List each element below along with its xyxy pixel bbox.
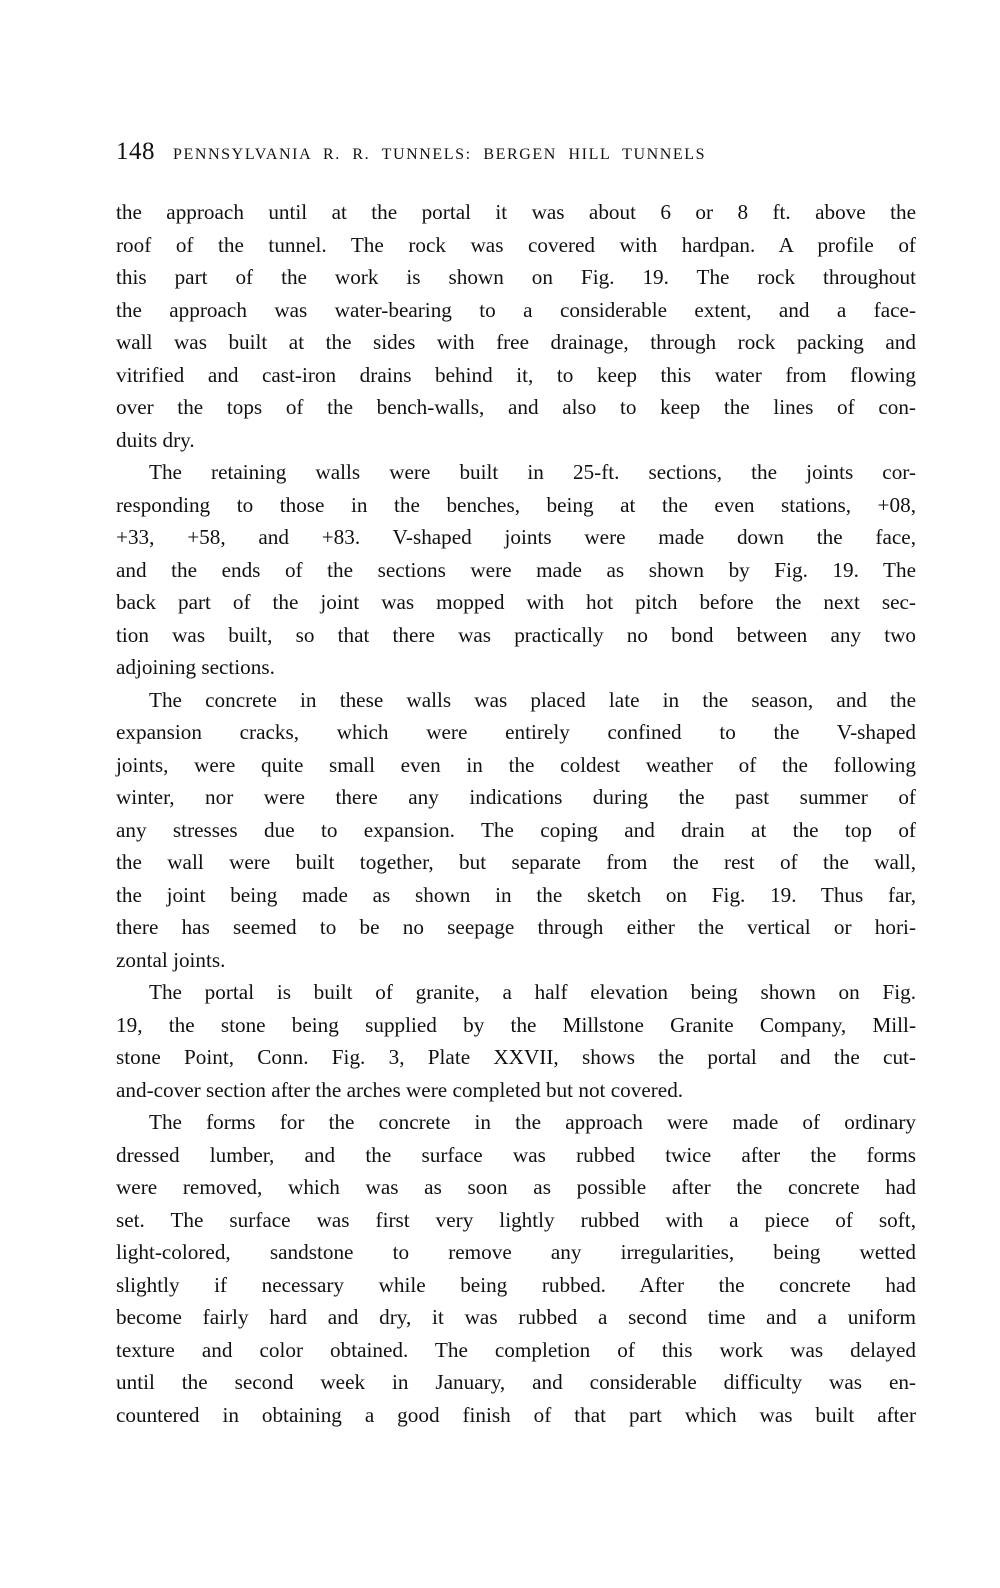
text-line: and-cover section after the arches were completed but not covered. xyxy=(116,1077,684,1102)
text-line: texture and color obtained. The completion of this work was delayed xyxy=(116,1337,916,1362)
text-line: until the second week in January, and considerable difficulty was en- xyxy=(116,1370,916,1394)
text-line: expansion cracks, which were entirely confined to the V-shaped xyxy=(116,720,916,744)
running-head: PENNSYLVANIA R. R. TUNNELS: BERGEN HILL TUNNELS xyxy=(173,146,707,163)
text-line: back part of the joint was mopped with hot pitch before the next sec- xyxy=(116,590,916,614)
text-line: become fairly hard and dry, it was rubbed a second time and a uniform xyxy=(116,1305,916,1329)
page-header xyxy=(116,138,882,170)
text-line: tion was built, so that there was practically no bond between any two xyxy=(116,622,916,647)
page-number: 148 xyxy=(116,138,155,165)
paragraph-2 xyxy=(116,456,916,684)
text-line: slightly if necessary while being rubbed. After the concrete had xyxy=(116,1272,916,1297)
text-line: 19, the stone being supplied by the Millstone Granite Company, Mill- xyxy=(116,1012,916,1037)
page-body xyxy=(116,196,916,1431)
text-line: the approach until at the portal it was about 6 or 8 ft. above the xyxy=(116,200,916,224)
text-line: The portal is built of granite, a half elevation being shown on Fig. xyxy=(149,980,916,1004)
text-line: were removed, which was as soon as possible after the concrete had xyxy=(116,1175,916,1199)
text-line: responding to those in the benches, being at the even stations, +08, xyxy=(116,492,916,517)
text-line: adjoining sections. xyxy=(116,655,275,679)
text-line: winter, nor were there any indications during the past summer of xyxy=(116,785,916,809)
text-line: zontal joints. xyxy=(116,947,226,972)
text-line: there has seemed to be no seepage through either the vertical or hori- xyxy=(116,915,916,939)
text-line: the approach was water-bearing to a considerable extent, and a face- xyxy=(116,297,916,322)
paragraph-4 xyxy=(116,976,916,1106)
text-line: joints, were quite small even in the coldest weather of the following xyxy=(116,752,916,777)
text-line: roof of the tunnel. The rock was covered with hardpan. A profile of xyxy=(116,232,916,257)
paragraph-5 xyxy=(116,1106,916,1431)
text-line: any stresses due to expansion. The coping and drain at the top of xyxy=(116,817,916,842)
text-line: the joint being made as shown in the sketch on Fig. 19. Thus far, xyxy=(116,882,916,907)
text-line: light-colored, sandstone to remove any irregularities, being wetted xyxy=(116,1240,916,1264)
text-line: stone Point, Conn. Fig. 3, Plate XXVII, shows the portal and the cut- xyxy=(116,1045,916,1069)
text-line: duits dry. xyxy=(116,427,195,452)
paragraph-1 xyxy=(116,196,916,456)
text-line: dressed lumber, and the surface was rubbed twice after the forms xyxy=(116,1142,916,1167)
text-line: the wall were built together, but separate from the rest of the wall, xyxy=(116,850,916,874)
text-line: The concrete in these walls was placed late in the season, and the xyxy=(149,687,916,712)
text-line: and the ends of the sections were made as shown by Fig. 19. The xyxy=(116,557,916,582)
text-line: countered in obtaining a good finish of that part which was built after xyxy=(116,1402,916,1427)
text-line: wall was built at the sides with free drainage, through rock packing and xyxy=(116,330,916,354)
text-line: The retaining walls were built in 25-ft. sections, the joints cor- xyxy=(149,460,916,484)
paragraph-3 xyxy=(116,684,916,977)
text-line: +33, +58, and +83. V-shaped joints were made down the face, xyxy=(116,525,916,549)
text-line: over the tops of the bench-walls, and also to keep the lines of con- xyxy=(116,395,916,419)
text-line: this part of the work is shown on Fig. 19. The rock throughout xyxy=(116,265,916,289)
text-line: vitrified and cast-iron drains behind it, to keep this water from flowing xyxy=(116,362,916,387)
text-line: set. The surface was first very lightly rubbed with a piece of soft, xyxy=(116,1207,916,1232)
text-line: The forms for the concrete in the approach were made of ordinary xyxy=(149,1110,916,1134)
